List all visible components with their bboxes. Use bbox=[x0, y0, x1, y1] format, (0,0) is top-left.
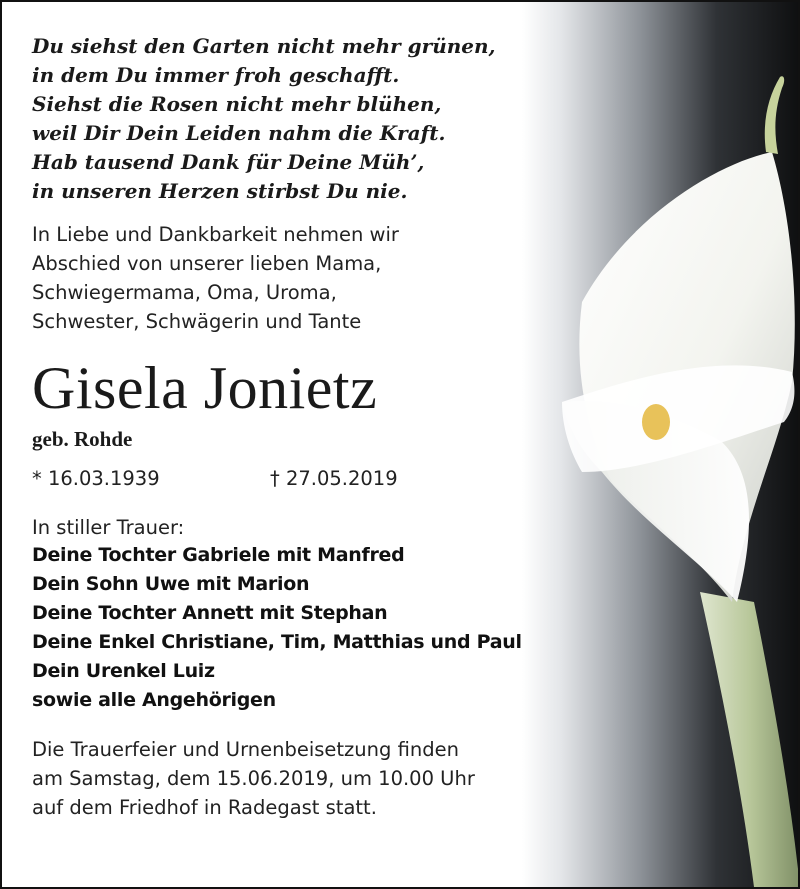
mourner-line: sowie alle Angehörigen bbox=[32, 689, 276, 711]
deceased-name: Gisela Jonietz bbox=[32, 355, 378, 421]
poem-line: Hab tausend Dank für Deine Müh’, bbox=[32, 150, 425, 174]
death-date: † 27.05.2019 bbox=[270, 467, 398, 490]
mourners-label: In stiller Trauer: bbox=[32, 516, 185, 539]
poem-line: in dem Du immer froh geschafft. bbox=[32, 63, 400, 87]
intro-line: Schwiegermama, Oma, Uroma, bbox=[32, 281, 337, 304]
notice-content bbox=[32, 32, 552, 822]
intro-line: In Liebe und Dankbarkeit nehmen wir bbox=[32, 223, 399, 246]
memorial-poem bbox=[32, 32, 552, 206]
funeral-service-info bbox=[32, 735, 552, 822]
maiden-name: geb. Rohde bbox=[32, 427, 133, 451]
life-dates bbox=[32, 466, 552, 492]
mourner-line: Dein Urenkel Luiz bbox=[32, 660, 215, 682]
service-line: am Samstag, dem 15.06.2019, um 10.00 Uhr bbox=[32, 767, 475, 790]
mourners-list bbox=[32, 541, 552, 715]
poem-line: Siehst die Rosen nicht mehr blühen, bbox=[32, 92, 442, 116]
service-line: auf dem Friedhof in Radegast statt. bbox=[32, 796, 377, 819]
mourner-line: Deine Enkel Christiane, Tim, Matthias und Paul bbox=[32, 631, 522, 653]
poem-line: Du siehst den Garten nicht mehr grünen, bbox=[32, 34, 496, 58]
calla-lily-icon bbox=[522, 2, 800, 887]
poem-line: weil Dir Dein Leiden nahm die Kraft. bbox=[32, 121, 446, 145]
intro-line: Abschied von unserer lieben Mama, bbox=[32, 252, 382, 275]
mourner-line: Deine Tochter Annett mit Stephan bbox=[32, 602, 388, 624]
birth-date: * 16.03.1939 bbox=[32, 467, 160, 490]
poem-line: in unseren Herzen stirbst Du nie. bbox=[32, 179, 408, 203]
mourner-line: Dein Sohn Uwe mit Marion bbox=[32, 573, 310, 595]
mourner-line: Deine Tochter Gabriele mit Manfred bbox=[32, 544, 405, 566]
farewell-intro bbox=[32, 220, 552, 336]
service-line: Die Trauerfeier und Urnenbeisetzung finden bbox=[32, 738, 459, 761]
intro-line: Schwester, Schwägerin und Tante bbox=[32, 310, 362, 333]
